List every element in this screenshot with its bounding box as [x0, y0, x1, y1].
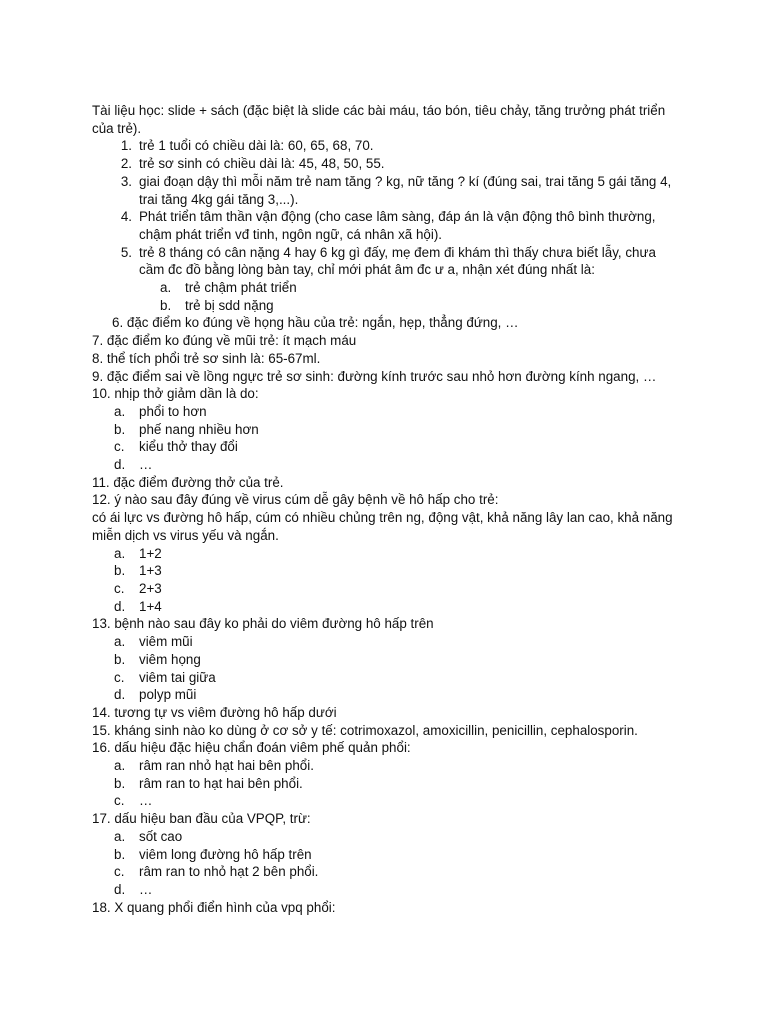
list-marker: 2. [120, 156, 132, 172]
question-10: 10. nhịp thở giảm dần là do: [92, 386, 259, 402]
option-text: polyp mũi [139, 687, 197, 703]
option-item [92, 580, 676, 598]
option-marker: a. [114, 828, 126, 844]
option-marker: a. [114, 545, 126, 561]
option-item [92, 651, 676, 669]
question-13: 13. bệnh nào sau đây ko phải do viêm đường hô hấp trên [92, 616, 434, 632]
option-marker: d. [114, 598, 126, 614]
list-item-text: trẻ 8 tháng có cân nặng 4 hay 6 kg gì đấy, mẹ đem đi khám thì thấy chưa biết lẫy, chưa cầm đc đồ bằng lòng bàn tay, chỉ mới phát âm đc ư a, nhận xét đúng nhất là: [139, 244, 656, 278]
option-marker: c. [114, 793, 125, 809]
list-item [92, 244, 676, 279]
list-item-text: trẻ sơ sinh có chiều dài là: 45, 48, 50, 55. [139, 156, 385, 172]
option-marker: d. [114, 457, 126, 473]
question-15: 15. kháng sinh nào ko dùng ở cơ sở y tế: cotrimoxazol, amoxicillin, penicillin, cephalosporin. [92, 722, 638, 738]
list-marker: 5. [120, 244, 132, 260]
list-item [92, 173, 676, 208]
option-marker: a. [160, 280, 172, 296]
option-marker: d. [114, 881, 126, 897]
option-item [92, 775, 676, 793]
option-text: trẻ bị sdd nặng [185, 297, 274, 313]
question-6: 6. đặc điểm ko đúng về họng hầu của trẻ: ngắn, hẹp, thẳng đứng, … [112, 315, 519, 331]
option-item [92, 633, 676, 651]
option-text: trẻ chậm phát triển [185, 280, 297, 296]
option-marker: c. [114, 864, 125, 880]
numbered-list [92, 137, 676, 314]
option-item [92, 863, 676, 881]
option-item [92, 297, 676, 315]
question-7: 7. đặc điểm ko đúng về mũi trẻ: ít mạch máu [92, 333, 357, 349]
option-text: viêm tai giữa [139, 669, 216, 685]
option-text: … [139, 793, 153, 809]
option-item [92, 456, 676, 474]
option-marker: b. [114, 651, 126, 667]
option-item [92, 421, 676, 439]
list-marker: 1. [120, 138, 132, 154]
option-text: râm ran to nhỏ hạt 2 bên phổi. [139, 864, 319, 880]
option-item [92, 438, 676, 456]
option-text: 2+3 [139, 580, 162, 596]
option-text: phổi to hơn [139, 403, 207, 419]
question-17: 17. dấu hiệu ban đầu của VPQP, trừ: [92, 811, 311, 827]
option-item [92, 686, 676, 704]
option-marker: a. [114, 403, 126, 419]
question-8: 8. thể tích phổi trẻ sơ sinh là: 65-67ml. [92, 350, 321, 366]
option-item [92, 792, 676, 810]
option-item [92, 562, 676, 580]
option-text: râm ran nhỏ hạt hai bên phổi. [139, 758, 314, 774]
option-item [92, 828, 676, 846]
option-marker: b. [114, 563, 126, 579]
option-text: viêm long đường hô hấp trên [139, 846, 312, 862]
list-item [92, 137, 676, 155]
option-marker: c. [114, 669, 125, 685]
option-marker: c. [114, 580, 125, 596]
option-item [92, 279, 676, 297]
option-item [92, 757, 676, 775]
option-marker: b. [114, 846, 126, 862]
question-12: 12. ý nào sau đây đúng về virus cúm dễ gây bệnh về hô hấp cho trẻ: [92, 492, 499, 508]
option-item [92, 545, 676, 563]
option-text: … [139, 881, 153, 897]
option-marker: a. [114, 758, 126, 774]
option-text: phế nang nhiều hơn [139, 421, 259, 437]
question-16: 16. dấu hiệu đặc hiệu chẩn đoán viêm phế quản phổi: [92, 740, 411, 756]
option-marker: b. [114, 775, 126, 791]
question-18: 18. X quang phổi điển hình của vpq phổi: [92, 899, 336, 915]
option-marker: b. [114, 421, 126, 437]
question-14: 14. tương tự vs viêm đường hô hấp dưới [92, 704, 337, 720]
option-item [92, 403, 676, 421]
option-text: … [139, 457, 153, 473]
option-item [92, 598, 676, 616]
list-item-text: Phát triển tâm thần vận động (cho case lâm sàng, đáp án là vận động thô bình thường, chậm phát triển vđ tinh, ngôn ngữ, cá nhân xã hội). [139, 209, 656, 242]
question-12-detail: có ái lực vs đường hô hấp, cúm có nhiều chủng trên ng, động vật, khả năng lây lan cao, khả năng miễn dịch vs virus yếu và ngắn. [92, 510, 673, 543]
option-text: viêm họng [139, 651, 201, 667]
question-11: 11. đặc điểm đường thở của trẻ. [92, 474, 284, 490]
option-marker: b. [160, 297, 172, 313]
option-text: sốt cao [139, 828, 183, 844]
option-marker: c. [114, 439, 125, 455]
question-9: 9. đặc điểm sai về lồng ngực trẻ sơ sinh: đường kính trước sau nhỏ hơn đường kính ngang, … [92, 368, 657, 384]
list-item-text: trẻ 1 tuổi có chiều dài là: 60, 65, 68, 70. [139, 138, 374, 154]
option-item [92, 669, 676, 687]
option-text: 1+2 [139, 545, 162, 561]
list-marker: 4. [120, 209, 132, 225]
option-text: 1+3 [139, 563, 162, 579]
option-item [92, 881, 676, 899]
option-text: viêm mũi [139, 634, 193, 650]
list-item-text: giai đoạn dậy thì mỗi năm trẻ nam tăng ? kg, nữ tăng ? kí (đúng sai, trai tăng 5 gái tăng 4, trai tăng 4kg gái tăng 3,...). [139, 173, 672, 207]
list-item [92, 155, 676, 173]
document-body [92, 102, 676, 916]
list-item [92, 208, 676, 243]
option-item [92, 846, 676, 864]
option-marker: a. [114, 634, 126, 650]
list-marker: 3. [120, 173, 132, 189]
option-marker: d. [114, 687, 126, 703]
intro-paragraph: Tài liệu học: slide + sách (đặc biệt là slide các bài máu, táo bón, tiêu chảy, tăng trưởng phát triển của trẻ). [92, 103, 666, 136]
option-text: kiểu thở thay đổi [139, 439, 238, 455]
option-text: 1+4 [139, 598, 162, 614]
option-text: râm ran to hạt hai bên phổi. [139, 775, 303, 791]
